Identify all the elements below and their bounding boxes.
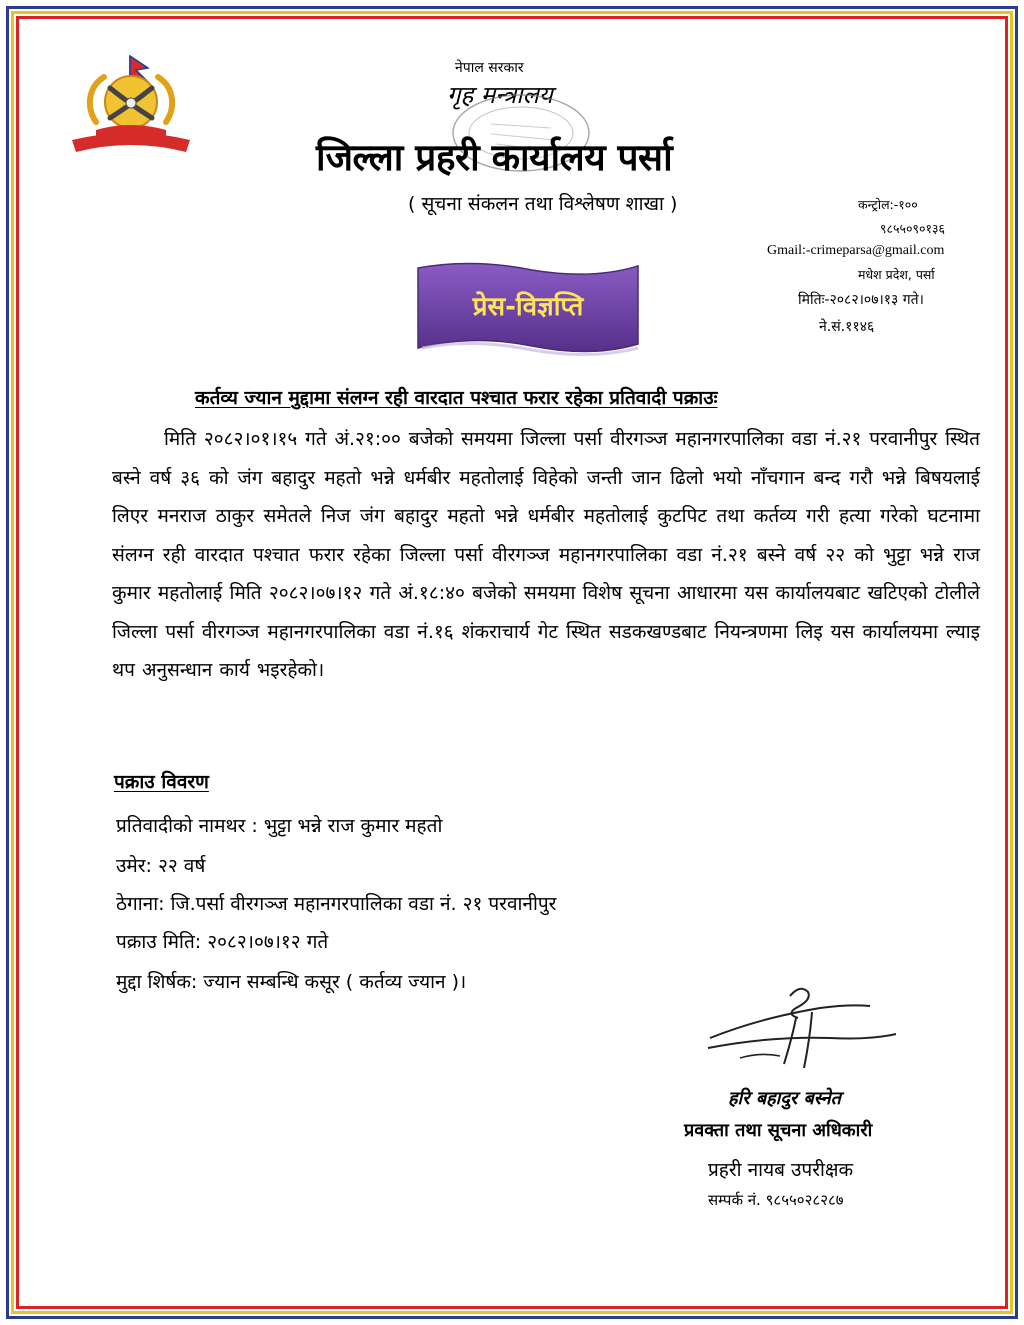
- signature-icon: [700, 978, 900, 1078]
- accused-name: प्रतिवादीको नामथर : भुट्टा भन्ने राज कुमार महतो: [116, 815, 443, 837]
- case-title: मुद्दा शिर्षक: ज्यान सम्बन्धि कसूर ( कर्तव्य ज्यान )।: [116, 971, 467, 993]
- ministry-label: गृह मन्त्रालय: [447, 81, 553, 109]
- press-release-label: प्रेस-विज्ञप्ति: [472, 292, 584, 322]
- news-headline: कर्तव्य ज्यान मुद्दामा संलग्न रही वारदात पश्चात फरार रहेका प्रतिवादी पक्राउः: [195, 387, 718, 409]
- press-release-banner: [412, 258, 644, 358]
- province-label: मधेश प्रदेश, पर्सा: [858, 267, 935, 282]
- signatory-title: प्रवक्ता तथा सूचना अधिकारी: [684, 1120, 873, 1141]
- accused-address: ठेगाना: जि.पर्सा वीरगञ्ज महानगरपालिका वडा नं. २१ परवानीपुर: [116, 893, 557, 915]
- office-title: जिल्ला प्रहरी कार्यालय पर्सा: [316, 136, 673, 179]
- arrest-details-heading: पक्राउ विवरण: [114, 771, 209, 793]
- signatory-rank: प्रहरी नायब उपरीक्षक: [708, 1159, 854, 1181]
- nepal-police-emblem-icon: [66, 52, 196, 157]
- issue-date: मितिः-२०८२।०७।१३ गते।: [798, 292, 924, 308]
- government-label: नेपाल सरकार: [455, 60, 524, 76]
- news-body: मिति २०८२।०१।१५ गते अं.२१:०० बजेको समयमा जिल्ला पर्सा वीरगञ्ज महानगरपालिका वडा नं.२१ परवानीपुर स्थित बस्ने वर्ष ३६ को जंग बहादुर महतो भन्ने धर्मबीर महतोलाई विहेको जन्ती जान ढिलो भयो नाँचगान बन्द गरौ भन्ने बिषयलाई लिएर मनराज ठाकुर समेतले निज जंग बहादुर महतो भन्ने धर्मबीर महतोलाई कुटपिट तथा कर्तव्य गरी हत्या गरेको घटनामा संलग्न रही वारदात पश्चात फरार रहेका जिल्ला पर्सा वीरगञ्ज महानगरपालिका वडा नं.२१ बस्ने वर्ष २२ को भुट्टा भन्ने राज कुमार महतोलाई मिति २०८२।०७।१२ गते अं.१८:४० बजेको समयमा विशेष सूचना आधारमा यस कार्यालयबाट खटिएको टोलीले जिल्ला पर्सा वीरगञ्ज महानगरपालिका वडा नं.१६ शंकराचार्य गेट स्थित सडकखण्डबाट नियन्त्रणमा लिइ यस कार्यालयमा ल्याइ थप अनुसन्धान कार्य भइरहेको।: [112, 428, 980, 681]
- arrest-date: पक्राउ मिति: २०८२।०७।१२ गते: [116, 931, 329, 953]
- email-address: Gmail:-crimeparsa@gmail.com: [767, 243, 945, 258]
- signatory-contact: सम्पर्क नं. ९८५५०२८२८७: [708, 1191, 844, 1209]
- phone-number: ९८५५०९०१३६: [880, 221, 946, 236]
- branch-subtitle: ( सूचना संकलन तथा विश्लेषण शाखा ): [408, 193, 678, 215]
- accused-age: उमेर: २२ वर्ष: [116, 855, 206, 877]
- reference-number: ने.सं.११४६: [819, 319, 875, 335]
- control-number: कन्ट्रोल:-१००: [858, 197, 918, 212]
- signatory-name: हरि बहादुर बस्नेत: [728, 1088, 841, 1109]
